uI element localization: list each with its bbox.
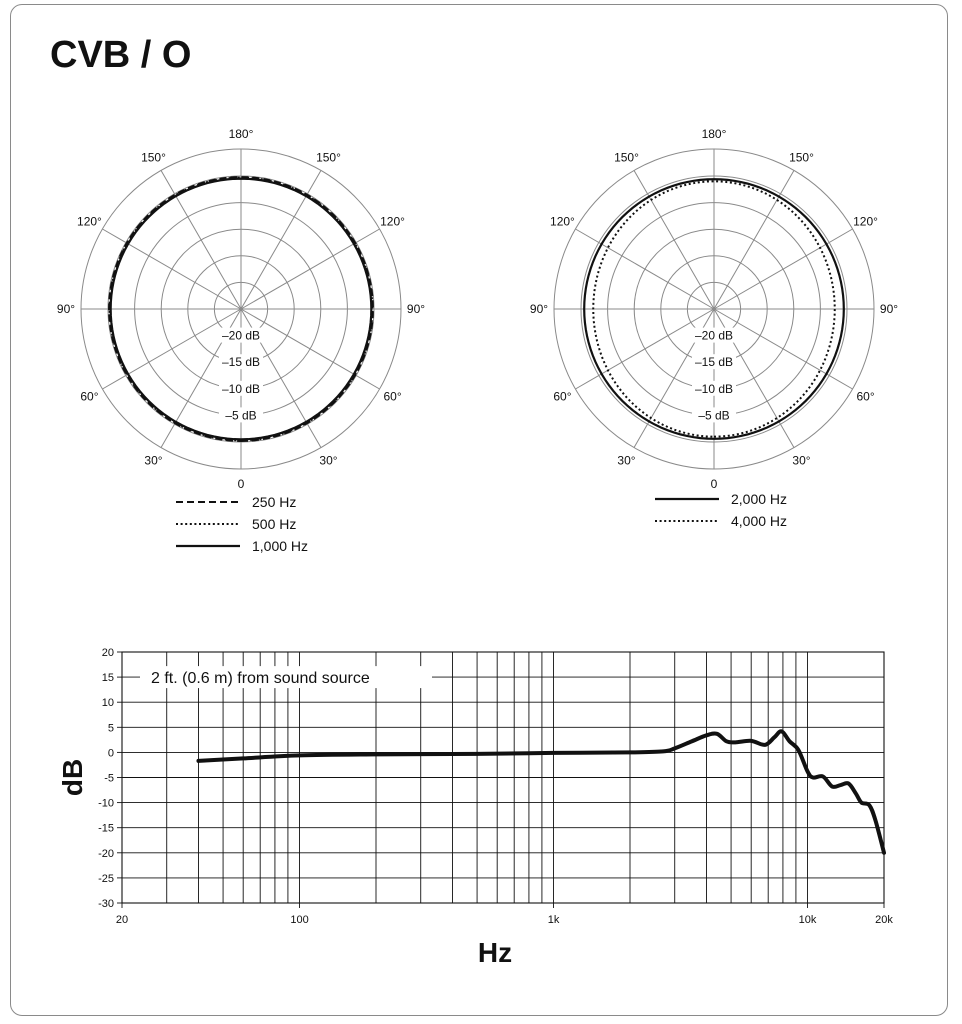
x-tick-label: 10k	[798, 914, 817, 926]
polar-grid-spoke	[241, 229, 380, 309]
polar-angle-label: 30°	[319, 453, 338, 468]
polar-grid-spoke	[161, 170, 241, 309]
polar-angle-label: 180°	[228, 127, 254, 141]
polar-radial-label: –10 dB	[221, 381, 261, 396]
polar-grid-spoke	[714, 229, 853, 309]
y-tick-label: -25	[98, 872, 114, 885]
polar-grid-spoke	[241, 309, 380, 389]
polar-angle-label: 90°	[406, 302, 426, 316]
polar-radial-label: –5 dB	[698, 408, 730, 423]
y-tick-label: 10	[101, 697, 114, 710]
polar-angle-label: 60°	[856, 389, 875, 404]
polar-angle-label: 120°	[380, 214, 405, 229]
y-tick-label: 5	[107, 722, 114, 735]
polar-angle-label: 120°	[77, 214, 102, 229]
x-tick-label: 1k	[547, 914, 560, 926]
polar-grid-spoke	[714, 170, 794, 309]
polar-chart-right	[530, 127, 898, 491]
legend-entry: 500 Hz	[252, 516, 297, 532]
y-tick-label: -5	[104, 772, 114, 785]
polar-radial-label: –15 dB	[694, 355, 734, 370]
legend-entry: 250 Hz	[252, 494, 297, 510]
x-tick-label: 20k	[875, 914, 893, 926]
chart-annotation: 2 ft. (0.6 m) from sound source	[151, 670, 370, 688]
page-title: CVB / O	[50, 34, 192, 76]
y-tick-label: 0	[107, 747, 114, 760]
polar-radial-label: –5 dB	[225, 408, 257, 423]
x-tick-label: 100	[290, 914, 309, 926]
polar-angle-label: 150°	[614, 150, 639, 165]
polar-angle-label: 60°	[383, 389, 402, 404]
y-tick-label: 15	[101, 672, 114, 685]
polar-radial-label: –20 dB	[221, 328, 261, 343]
legend-right	[655, 491, 787, 529]
polar-grid-spoke	[102, 309, 241, 389]
legend-entry: 1,000 Hz	[252, 538, 309, 554]
polar-angle-label: 30°	[792, 453, 811, 468]
polar-angle-label: 120°	[853, 214, 878, 229]
polar-angle-label: 0	[237, 477, 245, 491]
x-axis-label: Hz	[477, 937, 513, 968]
x-tick-label: 20	[115, 914, 129, 926]
y-tick-label: -30	[98, 898, 114, 910]
legend-left	[176, 494, 308, 554]
polar-angle-label: 150°	[141, 150, 166, 165]
polar-radial-label: –10 dB	[694, 381, 734, 396]
polar-chart-left	[57, 127, 425, 491]
polar-angle-label: 60°	[553, 389, 572, 404]
polar-grid-spoke	[575, 309, 714, 389]
legend-entry: 2,000 Hz	[731, 491, 788, 507]
frequency-response-line	[198, 731, 884, 853]
polar-grid-spoke	[102, 229, 241, 309]
polar-grid-spoke	[575, 229, 714, 309]
polar-grid-spoke	[714, 309, 853, 389]
polar-grid-spoke	[241, 170, 321, 309]
polar-angle-label: 180°	[701, 127, 727, 141]
polar-radial-label: –20 dB	[694, 328, 734, 343]
legend-entry: 4,000 Hz	[731, 513, 788, 529]
polar-angle-label: 120°	[550, 214, 575, 229]
polar-angle-label: 150°	[789, 150, 814, 165]
polar-angle-label: 0	[710, 477, 718, 491]
y-tick-label: -15	[98, 822, 114, 835]
polar-angle-label: 60°	[80, 389, 99, 404]
polar-angle-label: 90°	[879, 302, 899, 316]
polar-angle-label: 30°	[617, 453, 636, 468]
polar-angle-label: 90°	[56, 302, 76, 316]
polar-angle-label: 150°	[316, 150, 341, 165]
y-axis-label: dB	[57, 758, 88, 797]
polar-grid-spoke	[634, 170, 714, 309]
frequency-response-chart	[57, 647, 893, 968]
polar-radial-label: –15 dB	[221, 355, 261, 370]
y-tick-label: -20	[98, 847, 114, 860]
polar-angle-label: 90°	[529, 302, 549, 316]
polar-angle-label: 30°	[144, 453, 163, 468]
y-tick-label: 20	[101, 647, 114, 659]
y-tick-label: -10	[98, 797, 114, 810]
